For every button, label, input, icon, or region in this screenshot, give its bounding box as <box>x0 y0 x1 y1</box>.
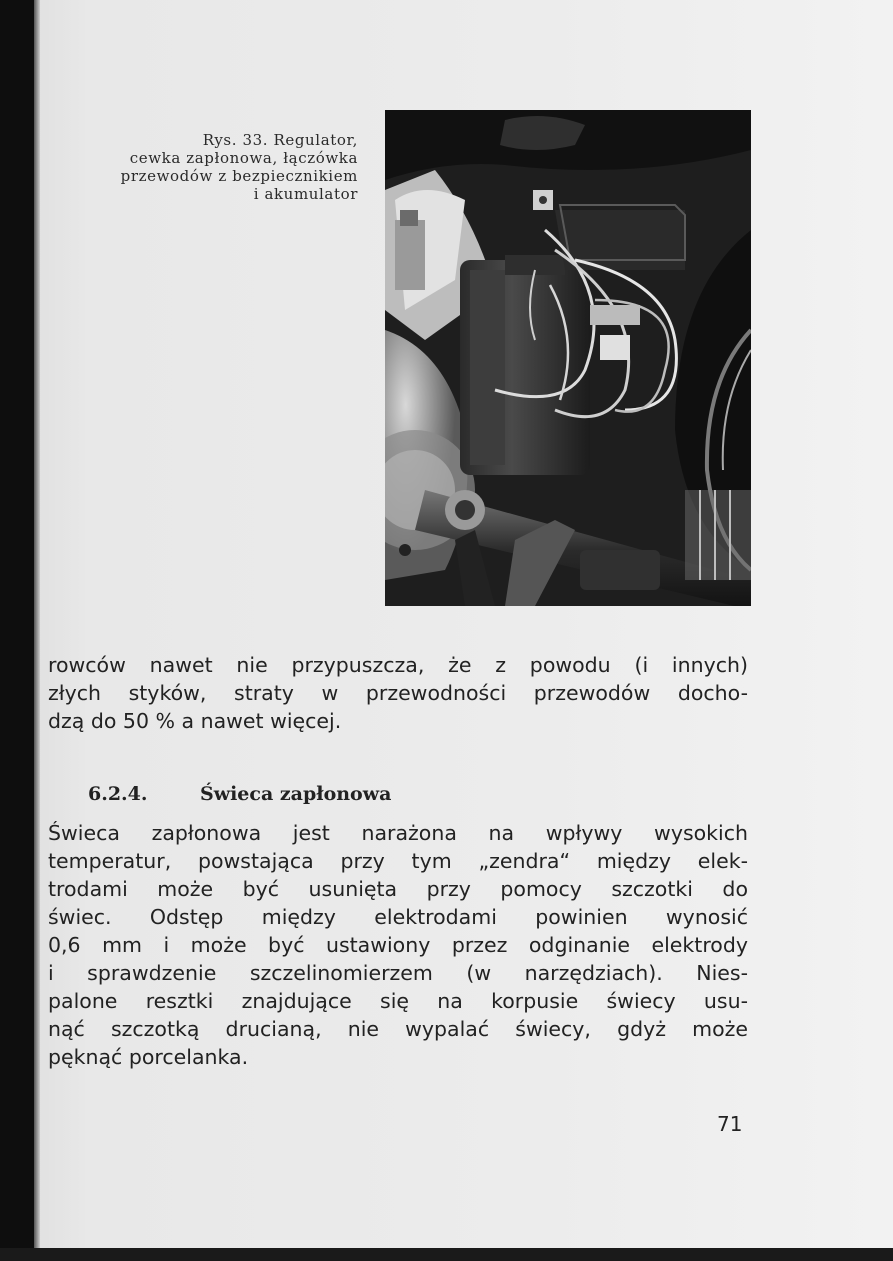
caption-line: Rys. 33. Regulator, <box>202 131 358 149</box>
text-line: rowców nawet nie przypuszcza, że z powodu (i innych) <box>48 653 748 677</box>
section-heading <box>88 783 391 805</box>
section-number: 6.2.4. <box>88 783 148 805</box>
caption-line: przewodów z bezpiecznikiem <box>120 167 358 185</box>
figure-photo <box>385 110 751 606</box>
text-line: i sprawdzenie szczelinomierzem (w narzędziach). Nies- <box>48 961 748 985</box>
paragraph-continuation <box>48 651 748 735</box>
paragraph-spark-plug <box>48 819 748 1071</box>
caption-line: i akumulator <box>253 185 358 203</box>
text-line: złych styków, straty w przewodności przewodów docho- <box>48 681 748 705</box>
page-number: 71 <box>717 1112 743 1136</box>
text-line: nąć szczotką drucianą, nie wypalać świecy, gdyż może <box>48 1017 748 1041</box>
text-line: 0,6 mm i może być ustawiony przez odginanie elektrody <box>48 933 748 957</box>
book-spine-shadow <box>0 0 34 1261</box>
caption-line: cewka zapłonowa, łączówka <box>129 149 358 167</box>
motorcycle-electrics-photo <box>385 110 751 606</box>
scan-bottom-edge <box>0 1248 893 1261</box>
text-line: trodami może być usunięta przy pomocy szczotki do <box>48 877 748 901</box>
text-line: Świeca zapłonowa jest narażona na wpływy wysokich <box>48 821 748 845</box>
text-line: świec. Odstęp między elektrodami powinien wynosić <box>48 905 748 929</box>
section-title: Świeca zapłonowa <box>200 783 392 805</box>
text-line: dzą do 50 % a nawet więcej. <box>48 709 342 733</box>
text-line: temperatur, powstająca przy tym „zendra“ między elek- <box>48 849 748 873</box>
figure-caption <box>40 131 358 203</box>
text-line: pęknąć porcelanka. <box>48 1045 249 1069</box>
text-line: palone resztki znajdujące się na korpusie świecy usu- <box>48 989 748 1013</box>
